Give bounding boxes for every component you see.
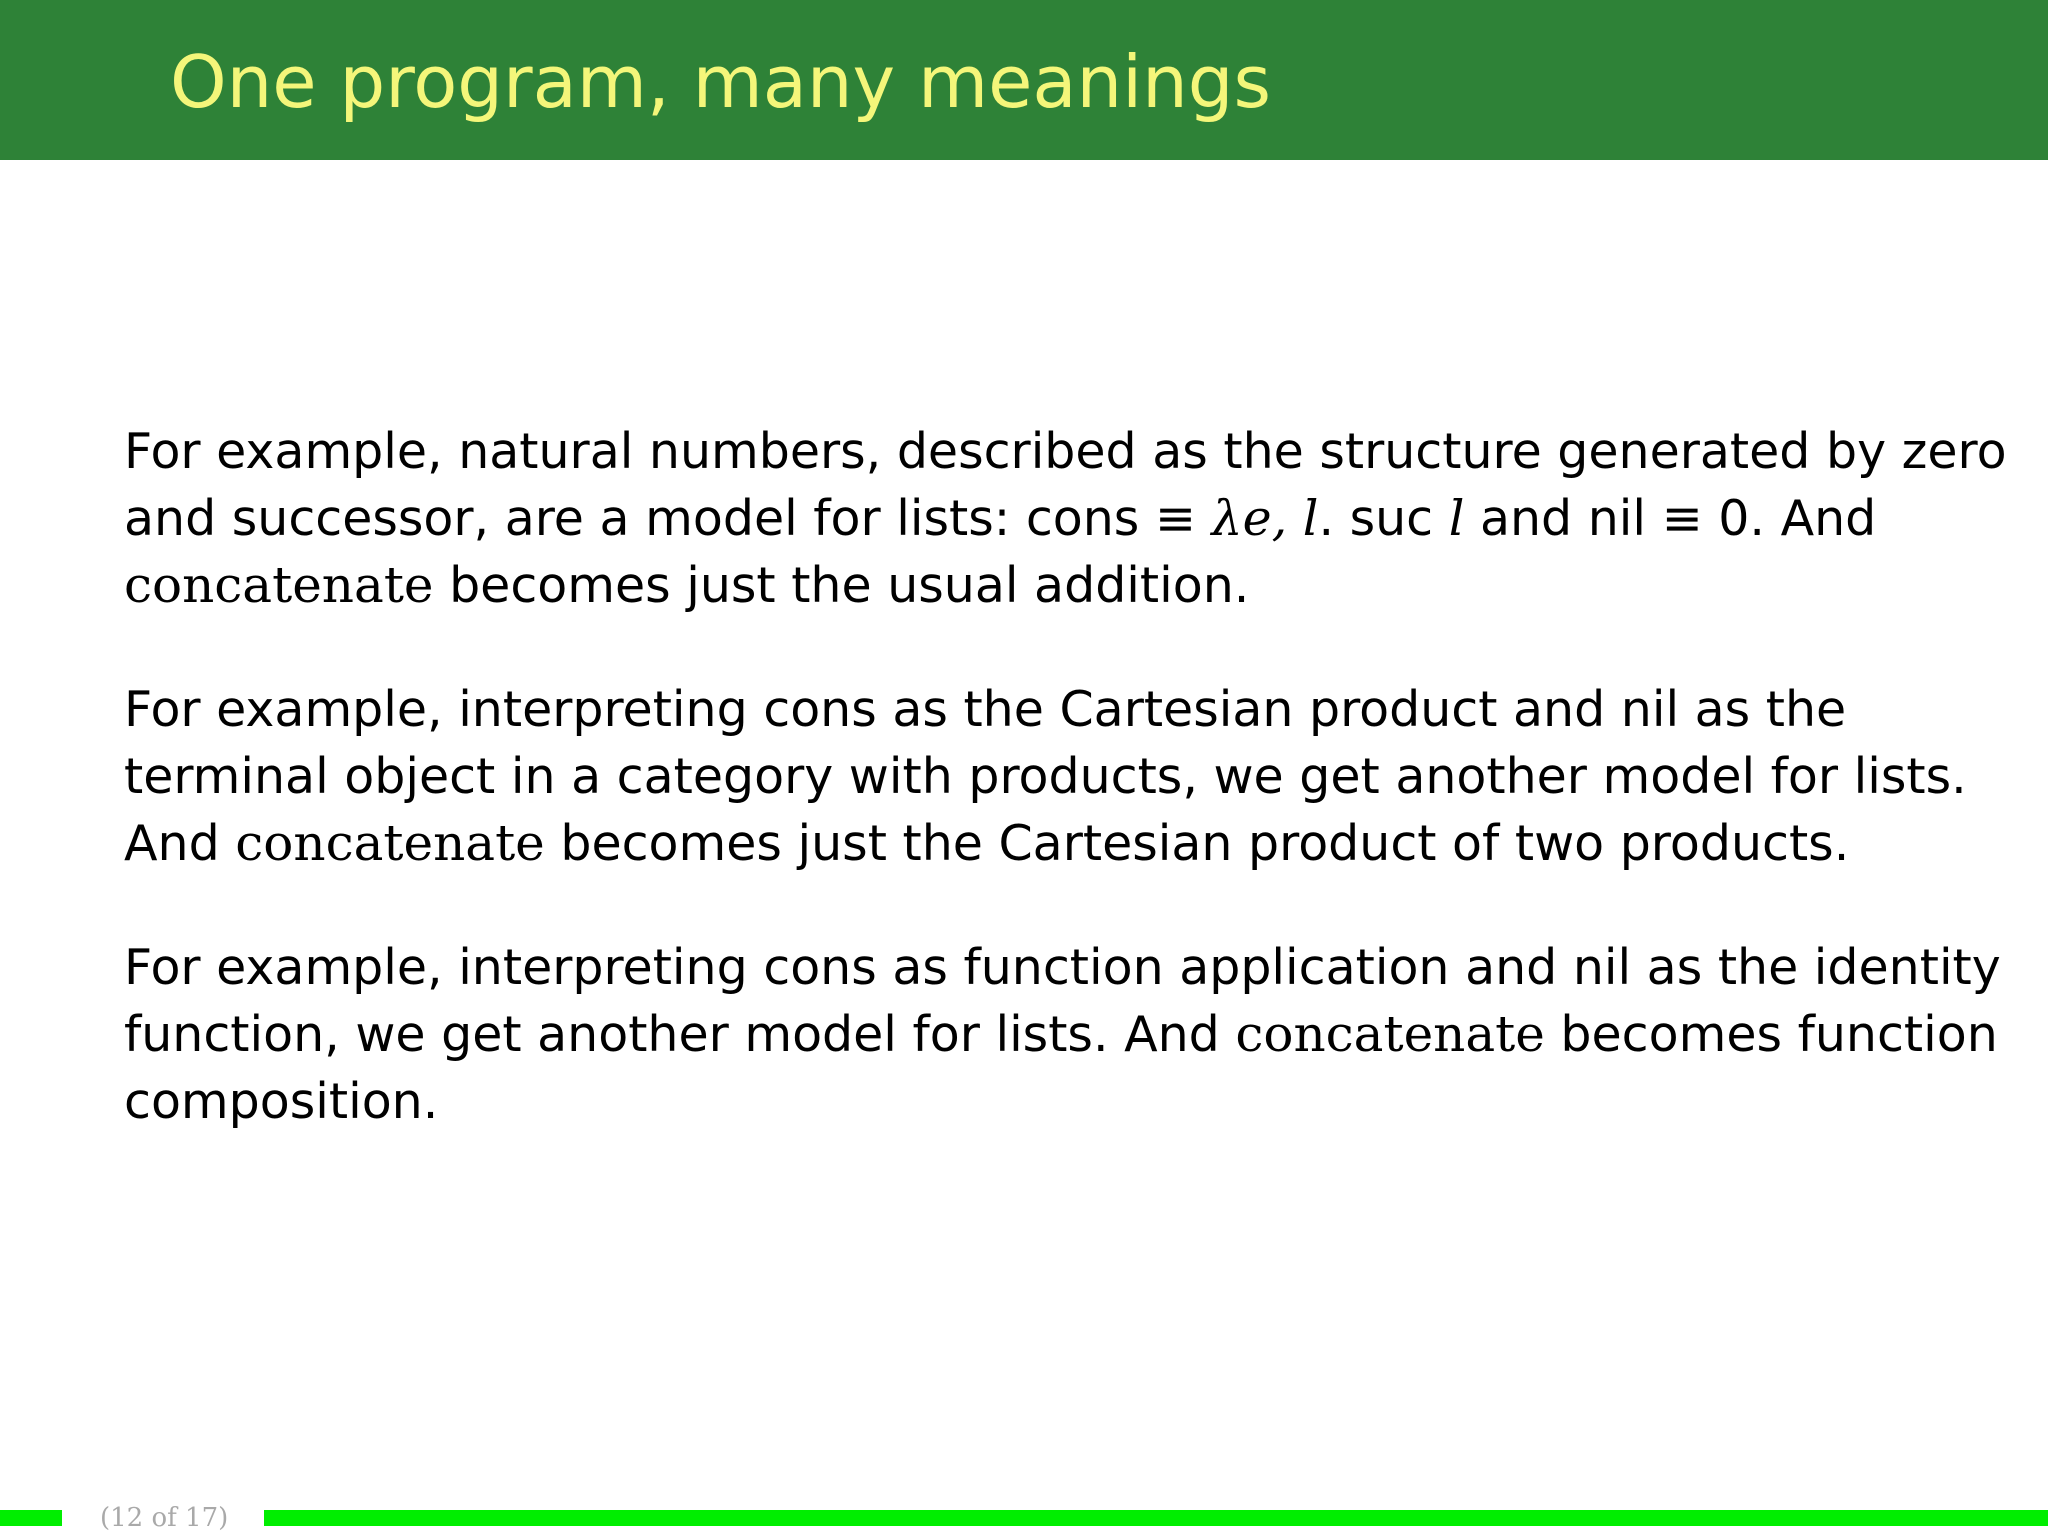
paragraph-line [124,1001,1998,1068]
paragraph-line [124,810,1944,877]
paragraph-natural-numbers [124,418,2007,619]
paragraph-line [124,676,1944,743]
nil-term: nil [1587,490,1647,547]
text-run: becomes just the Cartesian product of two products. [544,815,1850,872]
text-run: And [124,815,236,872]
paragraph-line [124,743,1967,810]
footer-progress-bar-right [264,1510,2048,1526]
cons-term: cons [1025,490,1140,547]
text-run: . And [1749,490,1877,547]
text-run: becomes just the usual addition. [433,557,1250,614]
concatenate-term: concatenate [235,814,545,872]
zero-term: 0 [1718,490,1750,547]
text-run: and [1464,490,1588,547]
math-variable: l [1433,490,1465,547]
text-run: For example, interpreting cons as function application and nil as the identity [124,939,2001,996]
slide-footer [0,1502,2048,1536]
paragraph-line [124,552,1944,619]
text-run: composition. [124,1073,439,1130]
text-run: For example, natural numbers, described as the structure generated by zero [124,423,2007,480]
paragraph-line [124,418,2007,485]
text-run: function, we get another model for lists. And [124,1006,1236,1063]
equiv-symbol: ≡ [1139,490,1212,547]
page-counter: (12 of 17) [100,1503,229,1533]
slide-content [124,418,2007,1192]
text-run: and successor, are a model for lists: [124,490,1026,547]
footer-progress-bar-left [0,1510,62,1526]
text-run: For example, interpreting cons as the Cartesian product and nil as the [124,681,1847,738]
lambda-expression: λe, l [1211,490,1319,547]
text-run: terminal object in a category with products, we get another model for lists. [124,748,1967,805]
concatenate-term: concatenate [124,556,434,614]
paragraph-line [124,485,1944,552]
slide-title: One program, many meanings [170,40,1272,124]
paragraph-function-application [124,934,2001,1135]
paragraph-line [124,1068,1944,1135]
concatenate-term: concatenate [1235,1005,1545,1063]
text-run: . [1318,490,1350,547]
equiv-symbol: ≡ [1646,490,1719,547]
suc-term: suc [1349,490,1434,547]
paragraph-line [124,934,2001,1001]
title-bar [0,0,2048,160]
paragraph-cartesian-product [124,676,1967,877]
text-run: becomes function [1544,1006,1998,1063]
